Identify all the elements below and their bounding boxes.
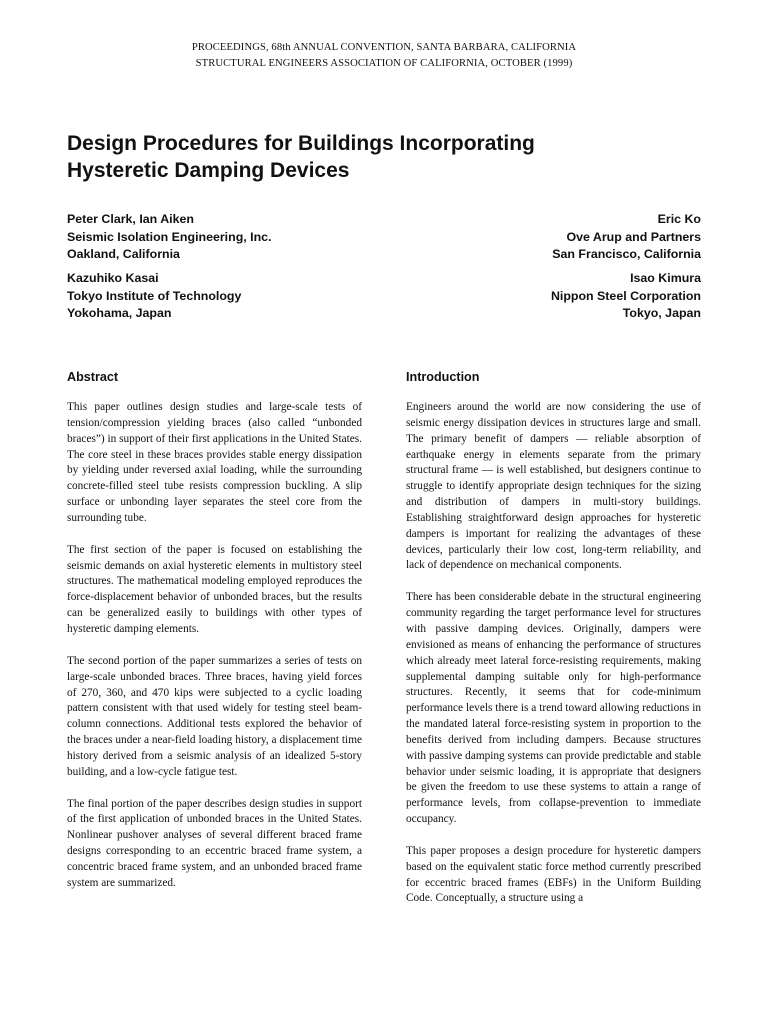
header-line-2: STRUCTURAL ENGINEERS ASSOCIATION OF CALIFORNIA, OCTOBER (1999) <box>195 58 573 69</box>
introduction-paragraph-2: There has been considerable debate in the structural engineering community regarding the target performance level for structures with passive damping devices. Originally, dampers were envisioned as means of enhancing the performance of structures which already meet lateral force-resisting requirements, making supplemental damping suitable only for high-performance structures. Recently, it seems that for code-minimum performance levels there is a trend toward allowing reductions in the mandated lateral force-resisting system in proportion to the benefits derived from including dampers. Because structures with passive damping systems can provide predictable and stable behavior under seismic loading, it is appropriate that designers be given the freedom to use these systems to attain a range of performance levels, from collapse-prevention to immediate occupancy. <box>406 591 701 826</box>
author-location: Yokohama, Japan <box>67 306 172 320</box>
introduction-heading: Introduction <box>406 370 480 384</box>
proceedings-header <box>0 40 768 72</box>
abstract-paragraph-4: The final portion of the paper describes design studies in support of the first application of unbonded braces in the United States. Nonlinear pushover analyses of several different braced frame designs corresponding to an eccentric braced frame system, a concentric braced frame system, and an unbonded braced frame system are summarized. <box>67 797 362 889</box>
author-location: Tokyo, Japan <box>622 306 701 320</box>
author-names: Isao Kimura <box>630 271 701 285</box>
title-line-1: Design Procedures for Buildings Incorporating <box>67 132 535 155</box>
author-location: Oakland, California <box>67 247 180 261</box>
introduction-paragraph-1: Engineers around the world are now considering the use of seismic energy dissipation devices in structures large and small. The primary benefit of dampers — reliable absorption of earthquake energy in elements separate from the primary structural frame — is well established, but designers continue to struggle to identify appropriate design techniques for the sizing and distribution of dampers in multi-story buildings. Establishing straightforward design approaches for hysteretic dampers is important for realizing the advantages of these devices, particularly their low cost, long-term reliability, and lack of dependence on mechanical components. <box>406 401 701 572</box>
author-affiliation: Ove Arup and Partners <box>566 229 701 244</box>
author-location: San Francisco, California <box>552 247 701 261</box>
header-line-1: PROCEEDINGS, 68th ANNUAL CONVENTION, SANTA BARBARA, CALIFORNIA <box>191 42 577 53</box>
abstract-heading: Abstract <box>67 370 119 384</box>
author-affiliation: Tokyo Institute of Technology <box>67 288 242 303</box>
abstract-column <box>67 369 362 892</box>
author-block-2 <box>552 211 701 264</box>
abstract-paragraph-3: The second portion of the paper summarizes a series of tests on large-scale unbonded braces. Three braces, having yield forces of 270, 360, and 470 kips were subjected to a cyclic loading pattern consistent with that used widely for testing steel beam-column connections. Additional tests explored the behavior of the braces under a near-field loading history, a displacement time history derived from a seismic analysis of an idealized 5-story building, and a low-cycle fatigue test. <box>67 654 362 778</box>
paper-title <box>67 130 707 184</box>
author-names: Eric Ko <box>657 212 701 226</box>
author-affiliation: Seismic Isolation Engineering, Inc. <box>67 229 272 244</box>
author-affiliation: Nippon Steel Corporation <box>550 288 701 303</box>
abstract-paragraph-2: The first section of the paper is focused on establishing the seismic demands on axial hysteretic elements in multistory steel structures. The mathematical modeling employed reproduces the force-displacement behavior of unbonded braces, but the results can be generalized easily to buildings with other types of hysteretic damping elements. <box>67 543 362 635</box>
author-block-1 <box>67 211 272 264</box>
introduction-column <box>406 369 701 907</box>
author-block-4 <box>551 270 701 323</box>
abstract-paragraph-1: This paper outlines design studies and large-scale tests of tension/compression yielding braces (also called “unbonded braces”) in support of their first applications in the United States. The core steel in these braces provides stable energy dissipation by yielding under reversed axial loading, while the surrounding concrete-filled steel tube resists compression buckling. A slip surface or unbonding layer separates the steel core from the surrounding tube. <box>67 401 362 524</box>
author-names: Peter Clark, Ian Aiken <box>67 212 194 226</box>
author-names: Kazuhiko Kasai <box>67 271 159 285</box>
author-block-3 <box>67 270 241 323</box>
title-line-2: Hysteretic Damping Devices <box>67 159 350 182</box>
introduction-paragraph-3: This paper proposes a design procedure for hysteretic dampers based on the equivalent static force method currently prescribed for eccentric braced frames (EBFs) in the Uniform Building Code. Conceptually, a structure using a <box>406 844 701 905</box>
